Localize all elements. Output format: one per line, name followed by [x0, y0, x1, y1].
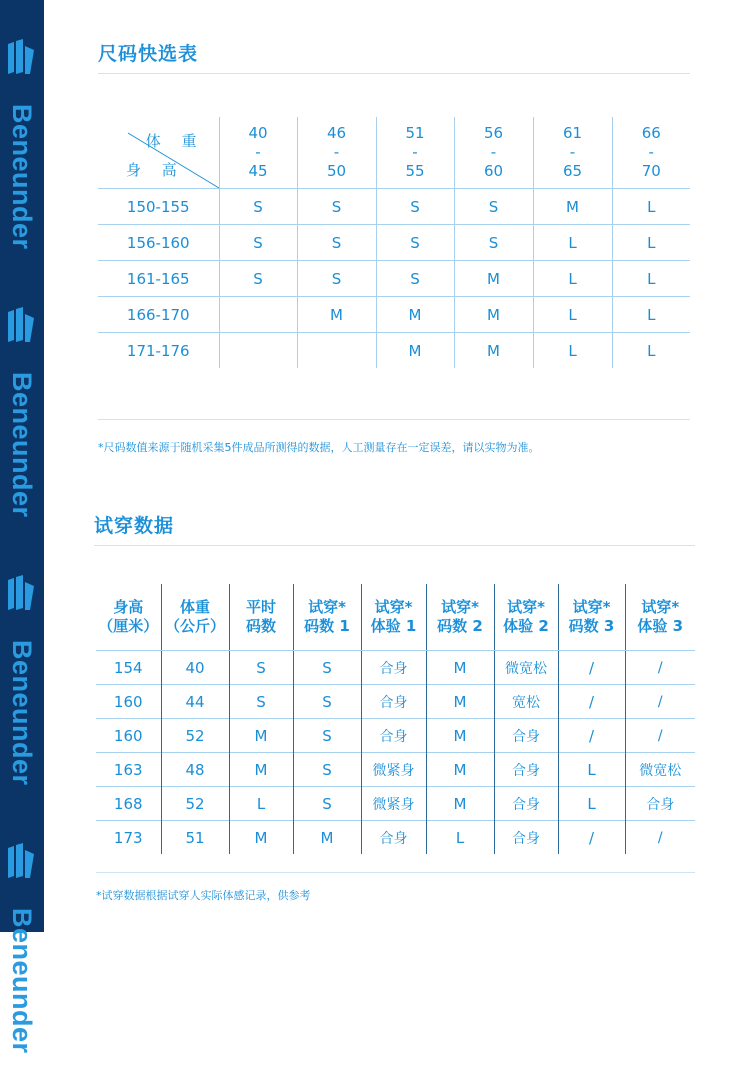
- fitting-data-title: 试穿数据: [94, 515, 175, 537]
- size-cell: S: [219, 189, 297, 225]
- table-cell: L: [558, 753, 625, 787]
- weight-range-header: 66 - 70: [612, 117, 690, 189]
- weight-range-header: 61 - 65: [533, 117, 612, 189]
- table-row: [96, 787, 695, 821]
- table-cell: 合身: [625, 787, 695, 821]
- height-range-cell: 161-165: [98, 261, 219, 297]
- table-row: [98, 261, 690, 297]
- weight-range-header: 46 - 50: [297, 117, 376, 189]
- table-cell: M: [426, 787, 494, 821]
- table-cell: S: [229, 651, 293, 685]
- size-cell: L: [612, 261, 690, 297]
- table-cell: 微宽松: [625, 753, 695, 787]
- table-row: [98, 189, 690, 225]
- table-row: [96, 821, 695, 855]
- weight-range-header: 40 - 45: [219, 117, 297, 189]
- size-cell: L: [533, 333, 612, 369]
- column-header: 身高 （厘米）: [96, 584, 161, 651]
- size-cell: [219, 297, 297, 333]
- brand-logo: [0, 536, 44, 804]
- section-divider: [96, 872, 695, 873]
- fitting-data-note: *试穿数据根据试穿人实际体感记录，供参考: [96, 889, 311, 902]
- table-cell: 168: [96, 787, 161, 821]
- table-cell: M: [426, 651, 494, 685]
- column-header: 试穿* 体验 3: [625, 584, 695, 651]
- table-row: [96, 753, 695, 787]
- weight-axis-label: 体 重: [145, 132, 205, 150]
- size-cell: M: [454, 333, 533, 369]
- weight-range-header: 56 - 60: [454, 117, 533, 189]
- size-cell: S: [297, 189, 376, 225]
- height-axis-label: 身 高: [126, 161, 185, 179]
- size-cell: L: [533, 261, 612, 297]
- table-cell: S: [293, 685, 361, 719]
- table-cell: 173: [96, 821, 161, 855]
- table-row: [98, 297, 690, 333]
- table-cell: 合身: [494, 821, 558, 855]
- table-cell: M: [229, 719, 293, 753]
- fitting-header-row: [96, 584, 695, 651]
- table-cell: 微紧身: [361, 753, 426, 787]
- column-header: 试穿* 码数 3: [558, 584, 625, 651]
- table-cell: M: [426, 753, 494, 787]
- brand-wordmark: Beneunder: [7, 104, 37, 250]
- section-divider: [98, 419, 690, 420]
- table-cell: S: [293, 787, 361, 821]
- table-cell: S: [293, 719, 361, 753]
- column-header: 试穿* 码数 2: [426, 584, 494, 651]
- brand-mark-icon: [8, 38, 36, 78]
- table-cell: M: [293, 821, 361, 855]
- table-row: [98, 225, 690, 261]
- brand-wordmark: Beneunder: [7, 372, 37, 518]
- table-cell: 52: [161, 719, 229, 753]
- table-cell: 合身: [494, 753, 558, 787]
- size-cell: S: [219, 225, 297, 261]
- table-cell: 48: [161, 753, 229, 787]
- weight-range-header: 51 - 55: [376, 117, 454, 189]
- table-cell: /: [558, 821, 625, 855]
- table-cell: 40: [161, 651, 229, 685]
- table-cell: 微宽松: [494, 651, 558, 685]
- fitting-data-table: [96, 584, 695, 854]
- table-cell: 51: [161, 821, 229, 855]
- size-chart-note: *尺码数值来源于随机采集5件成品所测得的数据，人工测量存在一定误差，请以实物为准。: [98, 441, 540, 454]
- table-row: [96, 651, 695, 685]
- table-cell: M: [426, 719, 494, 753]
- table-cell: 合身: [361, 719, 426, 753]
- size-chart-title: 尺码快选表: [98, 43, 199, 65]
- table-cell: 154: [96, 651, 161, 685]
- section-divider: [94, 545, 695, 546]
- size-cell: S: [376, 189, 454, 225]
- section-divider: [98, 73, 690, 74]
- size-cell: S: [376, 261, 454, 297]
- table-cell: /: [625, 685, 695, 719]
- size-cell: L: [612, 333, 690, 369]
- table-cell: /: [558, 719, 625, 753]
- table-cell: 合身: [361, 685, 426, 719]
- table-cell: /: [625, 821, 695, 855]
- height-range-cell: 166-170: [98, 297, 219, 333]
- size-cell: [219, 333, 297, 369]
- table-cell: S: [293, 753, 361, 787]
- table-cell: 163: [96, 753, 161, 787]
- table-cell: S: [293, 651, 361, 685]
- table-row: [96, 685, 695, 719]
- table-cell: S: [229, 685, 293, 719]
- table-cell: M: [229, 753, 293, 787]
- corner-header: [98, 117, 219, 189]
- table-row: [96, 719, 695, 753]
- size-cell: S: [297, 261, 376, 297]
- brand-wordmark: Beneunder: [7, 908, 37, 1054]
- column-header: 试穿* 体验 1: [361, 584, 426, 651]
- table-cell: 160: [96, 719, 161, 753]
- table-cell: M: [229, 821, 293, 855]
- size-cell: L: [612, 297, 690, 333]
- size-cell: L: [612, 225, 690, 261]
- column-header: 体重 （公斤）: [161, 584, 229, 651]
- table-cell: L: [426, 821, 494, 855]
- table-cell: L: [558, 787, 625, 821]
- size-cell: [297, 333, 376, 369]
- brand-wordmark: Beneunder: [7, 640, 37, 786]
- column-header: 试穿* 体验 2: [494, 584, 558, 651]
- table-cell: 合身: [361, 651, 426, 685]
- size-cell: S: [376, 225, 454, 261]
- table-cell: /: [558, 685, 625, 719]
- table-cell: 合身: [494, 787, 558, 821]
- size-chart-table: [98, 117, 690, 368]
- table-cell: /: [625, 719, 695, 753]
- brand-logo: [0, 804, 44, 1072]
- column-header: 试穿* 码数 1: [293, 584, 361, 651]
- size-cell: M: [376, 333, 454, 369]
- brand-logo: [0, 0, 44, 268]
- table-cell: 宽松: [494, 685, 558, 719]
- brand-mark-icon: [8, 574, 36, 614]
- size-cell: L: [612, 189, 690, 225]
- brand-mark-icon: [8, 306, 36, 346]
- column-header: 平时 码数: [229, 584, 293, 651]
- size-cell: S: [454, 189, 533, 225]
- size-cell: L: [533, 225, 612, 261]
- table-cell: L: [229, 787, 293, 821]
- table-cell: 52: [161, 787, 229, 821]
- table-cell: 44: [161, 685, 229, 719]
- brand-mark-icon: [8, 842, 36, 882]
- table-cell: 合身: [494, 719, 558, 753]
- size-cell: S: [454, 225, 533, 261]
- size-cell: M: [297, 297, 376, 333]
- height-range-cell: 156-160: [98, 225, 219, 261]
- table-cell: /: [558, 651, 625, 685]
- size-cell: M: [376, 297, 454, 333]
- table-row: [98, 333, 690, 369]
- size-cell: M: [533, 189, 612, 225]
- table-cell: 微紧身: [361, 787, 426, 821]
- size-cell: M: [454, 297, 533, 333]
- table-cell: 160: [96, 685, 161, 719]
- table-cell: /: [625, 651, 695, 685]
- height-range-cell: 171-176: [98, 333, 219, 369]
- size-chart-header-row: [98, 117, 690, 189]
- size-cell: S: [219, 261, 297, 297]
- height-range-cell: 150-155: [98, 189, 219, 225]
- table-cell: M: [426, 685, 494, 719]
- size-cell: S: [297, 225, 376, 261]
- table-cell: 合身: [361, 821, 426, 855]
- brand-logo: [0, 268, 44, 536]
- size-cell: M: [454, 261, 533, 297]
- brand-strip: [0, 0, 44, 1054]
- size-cell: L: [533, 297, 612, 333]
